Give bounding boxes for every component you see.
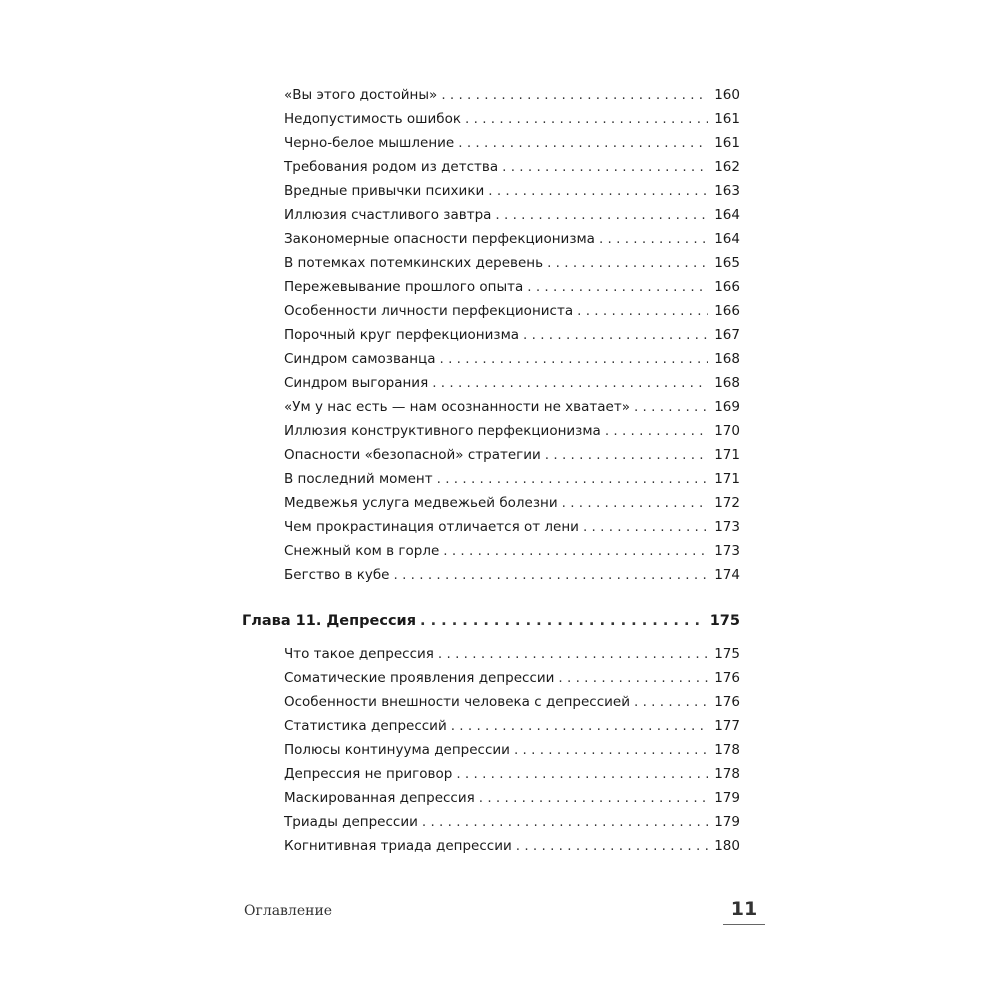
toc-entry[interactable] — [284, 837, 740, 855]
entry-title: Недопустимость ошибок — [284, 111, 462, 127]
toc-entry[interactable] — [284, 446, 740, 464]
entry-page-number: 176 — [714, 694, 740, 710]
entry-title: Вредные привычки психики — [284, 183, 485, 199]
dot-leader — [634, 398, 708, 416]
dot-leader — [605, 422, 708, 440]
entry-title: Бегство в кубе — [284, 567, 390, 583]
toc-entry[interactable] — [284, 182, 740, 200]
toc-entry[interactable] — [284, 350, 740, 368]
toc-entry[interactable] — [284, 230, 740, 248]
toc-entry[interactable] — [284, 645, 740, 663]
entry-page-number: 171 — [714, 447, 740, 463]
dot-leader — [488, 182, 708, 200]
dot-leader — [465, 110, 708, 128]
toc-entry[interactable] — [284, 422, 740, 440]
dot-leader — [516, 837, 708, 855]
dot-leader — [458, 134, 708, 152]
entry-title: Пережевывание прошлого опыта — [284, 279, 524, 295]
toc-entry[interactable] — [284, 717, 740, 735]
entry-page-number: 175 — [714, 646, 740, 662]
dot-leader — [583, 518, 708, 536]
entry-title: «Ум у нас есть — нам осознанности не хватает» — [284, 399, 630, 415]
page-number: 11 — [730, 898, 758, 920]
dot-leader — [545, 446, 708, 464]
entry-title: Иллюзия счастливого завтра — [284, 207, 492, 223]
entry-page-number: 164 — [714, 231, 740, 247]
entry-title: Требования родом из детства — [284, 159, 499, 175]
entry-title: Синдром выгорания — [284, 375, 429, 391]
entry-page-number: 178 — [714, 766, 740, 782]
dot-leader — [443, 542, 708, 560]
entry-page-number: 166 — [714, 279, 740, 295]
entry-page-number: 170 — [714, 423, 740, 439]
entry-page-number: 161 — [714, 135, 740, 151]
entry-title: Черно-белое мышление — [284, 135, 455, 151]
toc-entry[interactable] — [284, 206, 740, 224]
toc-entry[interactable] — [284, 134, 740, 152]
dot-leader — [558, 669, 708, 687]
dot-leader — [432, 374, 708, 392]
toc-entry[interactable] — [284, 254, 740, 272]
toc-entry[interactable] — [284, 110, 740, 128]
dot-leader — [441, 86, 708, 104]
dot-leader — [422, 813, 708, 831]
toc-entry[interactable] — [284, 518, 740, 536]
entry-page-number: 179 — [714, 790, 740, 806]
toc-entry[interactable] — [284, 765, 740, 783]
entry-page-number: 169 — [714, 399, 740, 415]
toc-entry[interactable] — [284, 470, 740, 488]
entry-title: «Вы этого достойны» — [284, 87, 438, 103]
entry-title: Порочный круг перфекционизма — [284, 327, 520, 343]
chapter-title: Глава 11. Депрессия — [242, 613, 417, 629]
toc-entry[interactable] — [284, 158, 740, 176]
dot-leader — [440, 350, 709, 368]
dot-leader — [577, 302, 708, 320]
toc-entry[interactable] — [284, 326, 740, 344]
entry-title: Депрессия не приговор — [284, 766, 453, 782]
entry-page-number: 173 — [714, 519, 740, 535]
toc-entry[interactable] — [284, 789, 740, 807]
toc-entry[interactable] — [284, 741, 740, 759]
dot-leader — [438, 645, 708, 663]
dot-leader — [393, 566, 708, 584]
dot-leader — [514, 741, 708, 759]
entry-title: Что такое депрессия — [284, 646, 434, 662]
entry-title: Маскированная депрессия — [284, 790, 475, 806]
entry-page-number: 168 — [714, 351, 740, 367]
entry-title: Синдром самозванца — [284, 351, 436, 367]
page-number-rule — [723, 924, 765, 925]
dot-leader — [437, 470, 709, 488]
entry-title: Когнитивная триада депрессии — [284, 838, 512, 854]
entry-title: Чем прокрастинация отличается от лени — [284, 519, 579, 535]
toc-entry[interactable] — [284, 374, 740, 392]
entry-page-number: 160 — [714, 87, 740, 103]
entry-page-number: 166 — [714, 303, 740, 319]
toc-entry[interactable] — [284, 693, 740, 711]
entry-title: Закономерные опасности перфекционизма — [284, 231, 595, 247]
toc-entry[interactable] — [284, 542, 740, 560]
dot-leader — [479, 789, 708, 807]
toc-entry[interactable] — [284, 278, 740, 296]
toc-chapter-heading[interactable] — [242, 612, 740, 630]
dot-leader — [634, 693, 708, 711]
dot-leader — [456, 765, 708, 783]
entry-page-number: 163 — [714, 183, 740, 199]
entry-title: Полюсы континуума депрессии — [284, 742, 510, 758]
toc-entry[interactable] — [284, 813, 740, 831]
entry-page-number: 176 — [714, 670, 740, 686]
entry-page-number: 177 — [714, 718, 740, 734]
toc-entry[interactable] — [284, 669, 740, 687]
entry-title: Снежный ком в горле — [284, 543, 440, 559]
entry-page-number: 172 — [714, 495, 740, 511]
entry-title: Опасности «безопасной» стратегии — [284, 447, 541, 463]
entry-title: Статистика депрессий — [284, 718, 447, 734]
dot-leader — [495, 206, 708, 224]
dot-leader — [451, 717, 709, 735]
entry-page-number: 162 — [714, 159, 740, 175]
toc-entry[interactable] — [284, 494, 740, 512]
dot-leader — [523, 326, 708, 344]
entry-title: В потемках потемкинских деревень — [284, 255, 544, 271]
dot-leader — [502, 158, 708, 176]
entry-title: Особенности личности перфекциониста — [284, 303, 574, 319]
dot-leader — [527, 278, 708, 296]
entry-page-number: 179 — [714, 814, 740, 830]
entry-title: В последний момент — [284, 471, 433, 487]
entry-page-number: 180 — [714, 838, 740, 854]
toc-entry[interactable] — [284, 566, 740, 584]
entry-page-number: 167 — [714, 327, 740, 343]
entry-page-number: 178 — [714, 742, 740, 758]
running-footer-title: Оглавление — [244, 903, 333, 919]
entry-page-number: 174 — [714, 567, 740, 583]
entry-title: Медвежья услуга медвежьей болезни — [284, 495, 558, 511]
entry-page-number: 164 — [714, 207, 740, 223]
dot-leader — [420, 612, 704, 630]
entry-page-number: 171 — [714, 471, 740, 487]
entry-page-number: 168 — [714, 375, 740, 391]
entry-page-number: 165 — [714, 255, 740, 271]
entry-title: Соматические проявления депрессии — [284, 670, 555, 686]
toc-entry[interactable] — [284, 86, 740, 104]
entry-title: Иллюзия конструктивного перфекционизма — [284, 423, 601, 439]
toc-entry[interactable] — [284, 398, 740, 416]
dot-leader — [599, 230, 708, 248]
entry-page-number: 173 — [714, 543, 740, 559]
dot-leader — [547, 254, 708, 272]
toc-entry[interactable] — [284, 302, 740, 320]
chapter-page-number: 175 — [709, 613, 740, 629]
entry-page-number: 161 — [714, 111, 740, 127]
dot-leader — [562, 494, 709, 512]
entry-title: Триады депрессии — [284, 814, 418, 830]
entry-title: Особенности внешности человека с депрессией — [284, 694, 630, 710]
